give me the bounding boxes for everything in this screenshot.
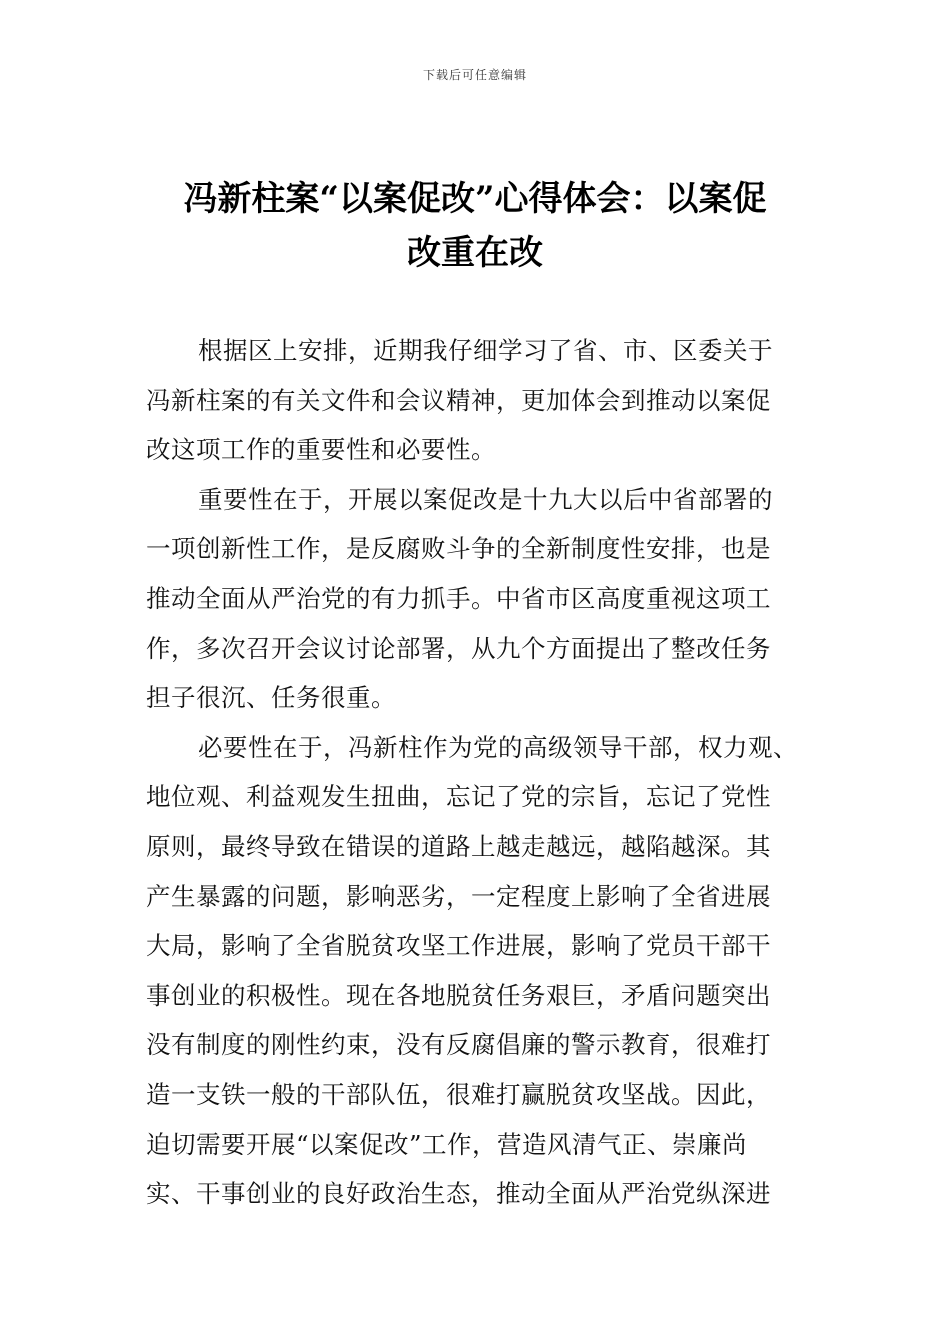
- body-line: 作，多次召开会议讨论部署，从九个方面提出了整改任务: [146, 633, 771, 663]
- body-line: 必要性在于，冯新柱作为党的高级领导干部，权力观、: [198, 732, 798, 762]
- title-line-1: 冯新柱案“以案促改”心得体会：以案促: [183, 179, 767, 219]
- body-line: 实、干事创业的良好政治生态，推动全面从严治党纵深进: [146, 1179, 771, 1209]
- body-line: 原则，最终导致在错误的道路上越走越远，越陷越深。其: [146, 831, 771, 861]
- body-line: 没有制度的刚性约束，没有反腐倡廉的警示教育，很难打: [146, 1030, 771, 1060]
- body-line: 改这项工作的重要性和必要性。: [146, 435, 496, 465]
- body-line: 重要性在于，开展以案促改是十九大以后中省部署的: [198, 484, 773, 514]
- body-line: 迫切需要开展“以案促改”工作，营造风清气正、崇廉尚: [146, 1129, 748, 1159]
- title-line-2: 改重在改: [407, 233, 543, 273]
- header-note: 下载后可任意编辑: [422, 68, 527, 82]
- body-line: 事创业的积极性。现在各地脱贫任务艰巨，矛盾问题突出: [146, 980, 771, 1010]
- body-line: 地位观、利益观发生扭曲，忘记了党的宗旨，忘记了党性: [146, 782, 771, 812]
- document-body: [146, 326, 816, 1219]
- body-line: 担子很沉、任务很重。: [146, 683, 396, 713]
- body-line: 一项创新性工作，是反腐败斗争的全新制度性安排，也是: [146, 534, 771, 564]
- body-line: 造一支铁一般的干部队伍，很难打赢脱贫攻坚战。因此，: [146, 1079, 771, 1109]
- body-line: 推动全面从严治党的有力抓手。中省市区高度重视这项工: [146, 583, 771, 613]
- body-line: 产生暴露的问题，影响恶劣，一定程度上影响了全省进展: [146, 881, 771, 911]
- body-line: 冯新柱案的有关文件和会议精神，更加体会到推动以案促: [146, 385, 771, 415]
- body-line: 根据区上安排，近期我仔细学习了省、市、区委关于: [198, 336, 773, 365]
- document-title: [140, 172, 810, 280]
- body-line: 大局，影响了全省脱贫攻坚工作进展，影响了党员干部干: [146, 931, 771, 961]
